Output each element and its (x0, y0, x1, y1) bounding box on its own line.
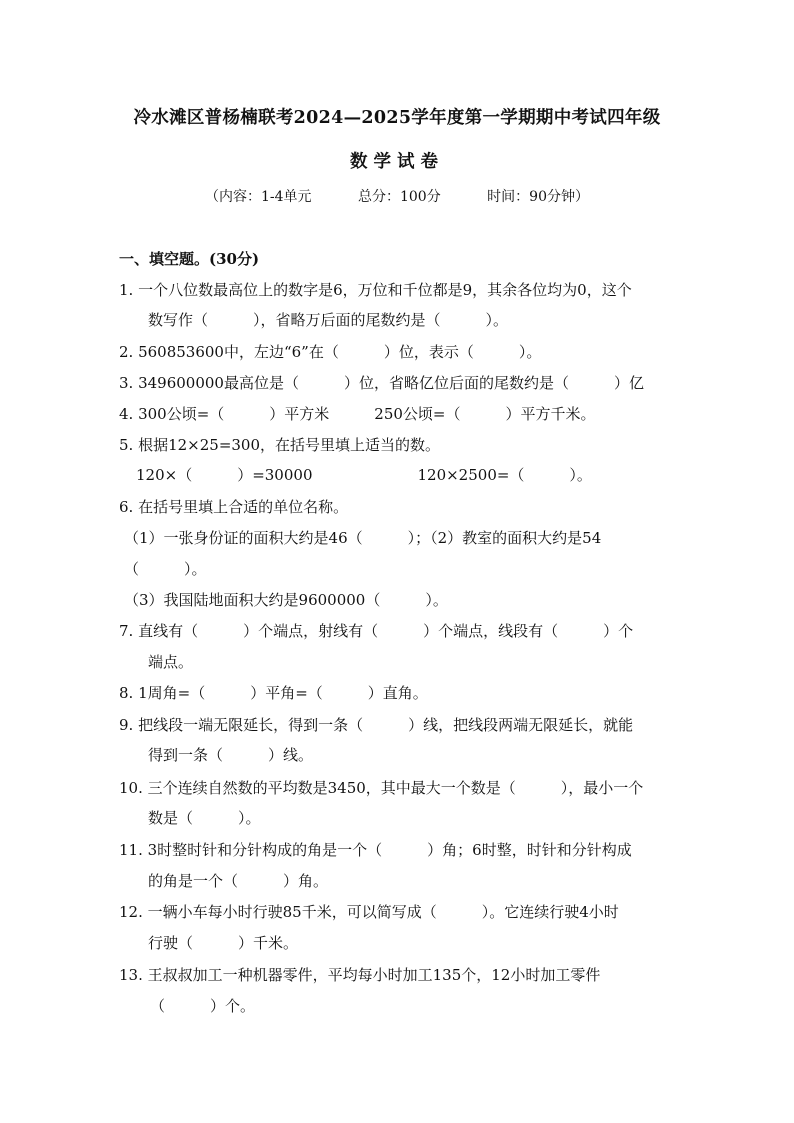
question-4-line-1: 4. 300公顷=（ ）平方米 250公顷=（ ）平方千米。 (119, 405, 596, 423)
question-1-line-2: 数写作（ ），省略万后面的尾数约是（ ）。 (148, 311, 509, 329)
question-10-line-1: 10. 三个连续自然数的平均数是3450，其中最大一个数是（ ），最小一个 (119, 779, 644, 797)
question-9-line-2: 得到一条（ ）线。 (148, 746, 314, 764)
question-5-line-1: 5. 根据12×25=300，在括号里填上适当的数。 (119, 436, 441, 454)
question-6-line-1: 6. 在括号里填上合适的单位名称。 (119, 498, 349, 516)
exam-subtitle: 数学试卷 (350, 152, 444, 172)
question-6-line-2: （1）一张身份证的面积大约是46（ ）；（2）教室的面积大约是54 (124, 529, 602, 547)
exam-content-range: （内容：1-4单元 (204, 189, 312, 205)
question-8-line-1: 8. 1周角=（ ）平角=（ ）直角。 (119, 684, 428, 702)
question-6-line-4: （3）我国陆地面积大约是9600000（ ）。 (124, 591, 448, 609)
question-2-line-1: 2. 560853600中，左边“6”在（ ）位，表示（ ）。 (119, 343, 542, 361)
question-9-line-1: 9. 把线段一端无限延长，得到一条（ ）线，把线段两端无限延长，就能 (119, 716, 634, 734)
question-12-line-1: 12. 一辆小车每小时行驶85千米，可以简写成（ ）。它连续行驶4小时 (119, 903, 619, 921)
question-12-line-2: 行驶（ ）千米。 (148, 934, 299, 952)
question-11-line-2: 的角是一个（ ）角。 (148, 872, 329, 890)
question-5-line-2: 120×（ ）=30000 120×2500=（ ）。 (136, 466, 592, 484)
question-13-line-2: （ ）个。 (150, 997, 256, 1015)
question-11-line-1: 11. 3时整时针和分针构成的角是一个（ ）角；6时整，时针和分针构成 (119, 841, 632, 859)
section-heading: 一、填空题。(30分) (119, 250, 260, 268)
exam-time-limit: 时间：90分钟） (487, 189, 589, 205)
exam-title: 冷水滩区普杨楠联考2024—2025学年度第一学期期中考试四年级 (133, 108, 661, 128)
question-1-line-1: 1. 一个八位数最高位上的数字是6，万位和千位都是9，其余各位均为0，这个 (119, 281, 632, 299)
question-13-line-1: 13. 王叔叔加工一种机器零件，平均每小时加工135个，12小时加工零件 (119, 966, 601, 984)
question-6-line-3: （ ）。 (124, 560, 207, 578)
exam-info (0, 186, 794, 206)
question-10-line-2: 数是（ ）。 (148, 809, 261, 827)
question-7-line-2: 端点。 (148, 653, 194, 671)
exam-total-score: 总分：100分 (357, 189, 441, 205)
question-3-line-1: 3. 349600000最高位是（ ）位，省略亿位后面的尾数约是（ ）亿 (119, 374, 644, 392)
question-7-line-1: 7. 直线有（ ）个端点，射线有（ ）个端点，线段有（ ）个 (119, 622, 634, 640)
